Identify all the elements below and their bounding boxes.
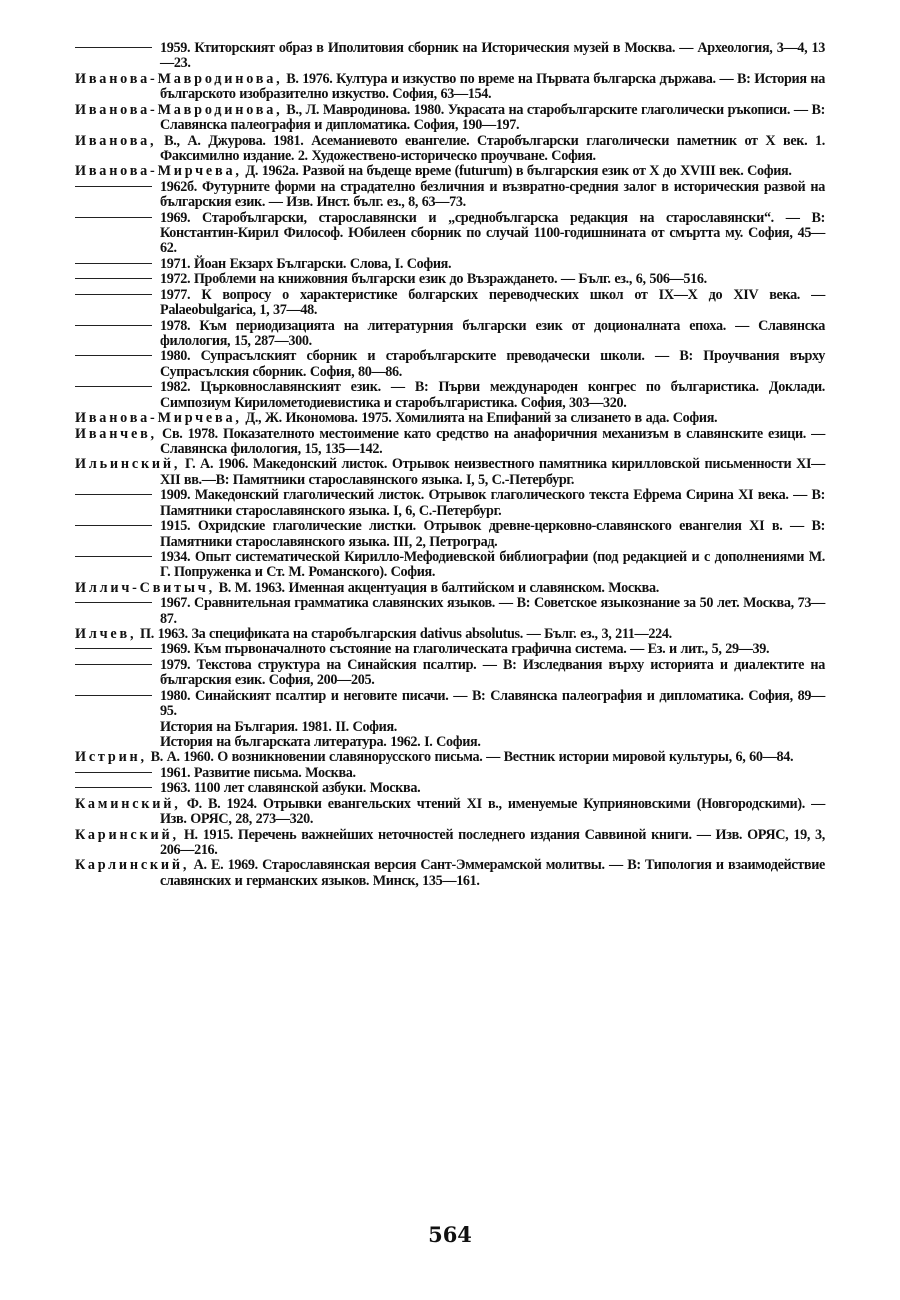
ditto-dash [75, 186, 152, 187]
entry-author: Каринский, [75, 826, 179, 843]
entry-text: В. 1976. Култура и изкуство по време на Първата българска държава. — В: История на българското изобразително изкуство. София, 63—154. [160, 70, 825, 103]
bibliography-entry [75, 427, 825, 458]
bibliography-entry [75, 103, 825, 134]
entry-text: В. А. 1960. О возникновении славянорусского письма. — Вестник истории мировой культуры, 6, 60—84. [150, 749, 794, 766]
bibliography-entry [75, 457, 825, 488]
entry-text: Г. А. 1906. Македонский листок. Отрывок неизвестного памятника кирилловской письменности XI—XII вв.—В: Памятники старославянского языка. I, 5, С.-Петербург. [160, 456, 825, 488]
bibliography-entry [75, 72, 825, 103]
entry-author: Каминский, [75, 795, 181, 812]
entry-author: Илчев, [75, 626, 137, 643]
ditto-dash [75, 278, 152, 279]
ditto-dash [75, 355, 152, 356]
ditto-dash [75, 772, 152, 773]
entry-text: 1915. Охридские глаголические листки. Отрывок древне-церковно-славянского евангелия XI в. — В: Памятники старославянского языка. III, 2, Петроград. [160, 518, 825, 550]
entry-text: Ф. В. 1924. Отрывки евангельских чтений XI в., именуемые Куприяновскими (Новгородскими). — Изв. ОРЯС, 28, 273—320. [160, 795, 825, 828]
entry-text: П. 1963. За спецификата на старобългарския dativus absolutus. — Бълг. ез., 3, 211—224. [140, 626, 672, 643]
entry-text: 1980. Синайският псалтир и неговите писачи. — В: Славянска палеография и дипломатика. София, 89—95. [160, 687, 825, 720]
ditto-dash [75, 263, 152, 264]
entry-text: 1961. Развитие письма. Москва. [160, 764, 356, 781]
ditto-dash [75, 648, 152, 649]
bibliography-entry [75, 689, 825, 720]
entry-text: В. М. 1963. Именная акцентуация в балтийском и славянском. Москва. [218, 579, 659, 596]
bibliography-entry [75, 411, 825, 426]
entry-text: Н. 1915. Перечень важнейших неточностей последнего издания Саввиной книги. — Изв. ОРЯС, 19, 3, 206—216. [160, 826, 825, 858]
entry-author: Карлинский, [75, 857, 190, 874]
ditto-dash [75, 787, 152, 788]
bibliography-entry [75, 41, 825, 72]
ditto-dash [75, 525, 152, 526]
entry-author: Иванова-Мавродинова, [75, 101, 283, 118]
entry-text: 1972. Проблеми на книжовния български език до Възраждането. — Бълг. ез., 6, 506—516. [160, 271, 707, 288]
bibliography-entry [75, 349, 825, 380]
entry-text: Св. 1978. Показателното местоимение като средство на анафоричния механизъм в славянските езици. — Славянска филология, 15, 135—142. [160, 425, 826, 457]
ditto-dash [75, 494, 152, 495]
entry-author: Иванчев, [75, 425, 157, 442]
entry-author: Иллич-Свитыч, [75, 579, 215, 596]
entry-author: Иванова-Мирчева, [75, 410, 242, 427]
entry-text: 1971. Йоан Екзарх Български. Слова, I. София. [160, 255, 452, 272]
bibliography-entry [75, 550, 825, 581]
bibliography-entry [75, 519, 825, 550]
ditto-dash [75, 386, 152, 387]
entry-text: 1979. Текстова структура на Синайския псалтир. — В: Изследвания върху историята и диалектите на българския език. София, 200—205. [160, 656, 825, 689]
entry-author: Иванова, [75, 132, 157, 149]
entry-text: 1977. К вопросу о характеристике болгарских переводческих школ от IX—X до XIV века. — Palaeobulgarica, 1, 37—48. [160, 286, 825, 319]
entry-text: 1969. Към първоначалното състояние на глаголическата графична система. — Ез. и лит., 5, 29—39. [160, 641, 770, 658]
bibliography-entry [75, 750, 825, 765]
entry-text: 1962б. Футурните форми на страдателно безличния и възвратно-средния залог в историческия развой на българския език. — Изв. Инст. бълг. ез., 8, 63—73. [160, 178, 825, 211]
bibliography-entry [75, 858, 825, 889]
entry-text: 1963. 1100 лет славянской азбуки. Москва. [160, 780, 421, 797]
entry-text: 1980. Супрасълският сборник и старобългарските преводачески школи. — В: Проучвания върху Супрасълския сборник. София, 80—86. [160, 348, 825, 380]
ditto-dash [75, 294, 152, 295]
bibliography-entry [75, 596, 825, 627]
bibliography-entry [75, 380, 825, 411]
entry-author: Иванова-Мавродинова, [75, 70, 283, 87]
ditto-dash [75, 602, 152, 603]
bibliography-entry [75, 627, 825, 642]
ditto-dash [75, 664, 152, 665]
bibliography-entry [75, 658, 825, 689]
entry-text: В., А. Джурова. 1981. Асеманиевото евангелие. Старобългарски глаголически паметник от X век. 1. Факсимилно издание. 2. Художествено-историческо проучване. София. [160, 132, 825, 164]
bibliography-entry [75, 797, 825, 828]
bibliography-entry [75, 134, 825, 165]
entry-text: А. Е. 1969. Старославянская версия Сант-Эммерамской молитвы. — В: Типология и взаимодействие славянских и германских языков. Минск, 135—161. [160, 857, 825, 889]
bibliography-entry [75, 211, 825, 257]
ditto-dash [75, 695, 152, 696]
bibliography-entry [75, 828, 825, 859]
bibliography-entry [75, 319, 825, 350]
bibliography-entry [75, 180, 825, 211]
bibliography-entry [75, 288, 825, 319]
bibliography-entry [75, 581, 825, 596]
entry-text: 1934. Опыт систематической Кирилло-Мефодиевской библиографии (под редакцией и с дополнениями М. Г. Попруженка и Ст. М. Романского). София. [160, 548, 825, 581]
entry-text: В., Л. Мавродинова. 1980. Украсата на старобългарските глаголически ръкописи. — В: Славянска палеография и дипломатика. София, 190—197. [160, 101, 825, 134]
entry-author: Истрин, [75, 749, 147, 766]
bibliography-entry [75, 735, 825, 750]
entry-text: 1982. Църковнославянският език. — В: Първи международен конгрес по българистика. Доклади. Симпозиум Кирилометодиевистика и старобългаристика. София, 303—320. [160, 379, 825, 411]
bibliography-list [75, 41, 825, 889]
page-number: 564 [428, 1222, 472, 1247]
bibliography-entry [75, 164, 825, 179]
bibliography-entry [75, 488, 825, 519]
ditto-dash [75, 325, 152, 326]
entry-author: Иванова-Мирчева, [75, 163, 242, 180]
entry-text: 1967. Сравнительная грамматика славянских языков. — В: Советское языкознание за 50 лет. Москва, 73—87. [160, 595, 825, 627]
bibliography-entry [75, 257, 825, 272]
ditto-dash [75, 217, 152, 218]
bibliography-entry [75, 781, 825, 796]
entry-text: 1959. Ктиторският образ в Иполитовия сборник на Историческия музей в Москва. — Археология, 3—4, 13—23. [160, 40, 825, 72]
entry-text: 1978. Към периодизацията на литературния български език от доционалната епоха. — Славянска филология, 15, 287—300. [160, 317, 825, 350]
bibliography-entry [75, 272, 825, 287]
ditto-dash [75, 556, 152, 557]
bibliography-entry [75, 766, 825, 781]
bibliography-entry [75, 720, 825, 735]
entry-text: 1909. Македонский глаголический листок. Отрывок глаголического текста Ефрема Сирина XI века. — В: Памятники старославянского языка. I, 6, С.-Петербург. [160, 487, 825, 519]
entry-author: Ильинский, [75, 456, 181, 473]
entry-text: 1969. Старобългарски, старославянски и „среднобългарска редакция на старославянски“. — В: Константин-Кирил Философ. Юбилеен сборник по случай 1100-годишнината от смъртта му. София, 45—62. [160, 209, 825, 257]
ditto-dash [75, 47, 152, 48]
entry-text: История на българската литература. 1962. I. София. [160, 733, 481, 750]
entry-text: Д. 1962а. Развой на бъдеще време (futurum) в българския език от X до XVIII век. София. [245, 163, 792, 180]
bibliography-entry [75, 642, 825, 657]
entry-text: Д., Ж. Икономова. 1975. Хомилията на Епифаний за слизането в ада. София. [245, 410, 718, 427]
entry-text: История на България. 1981. II. София. [160, 718, 398, 735]
